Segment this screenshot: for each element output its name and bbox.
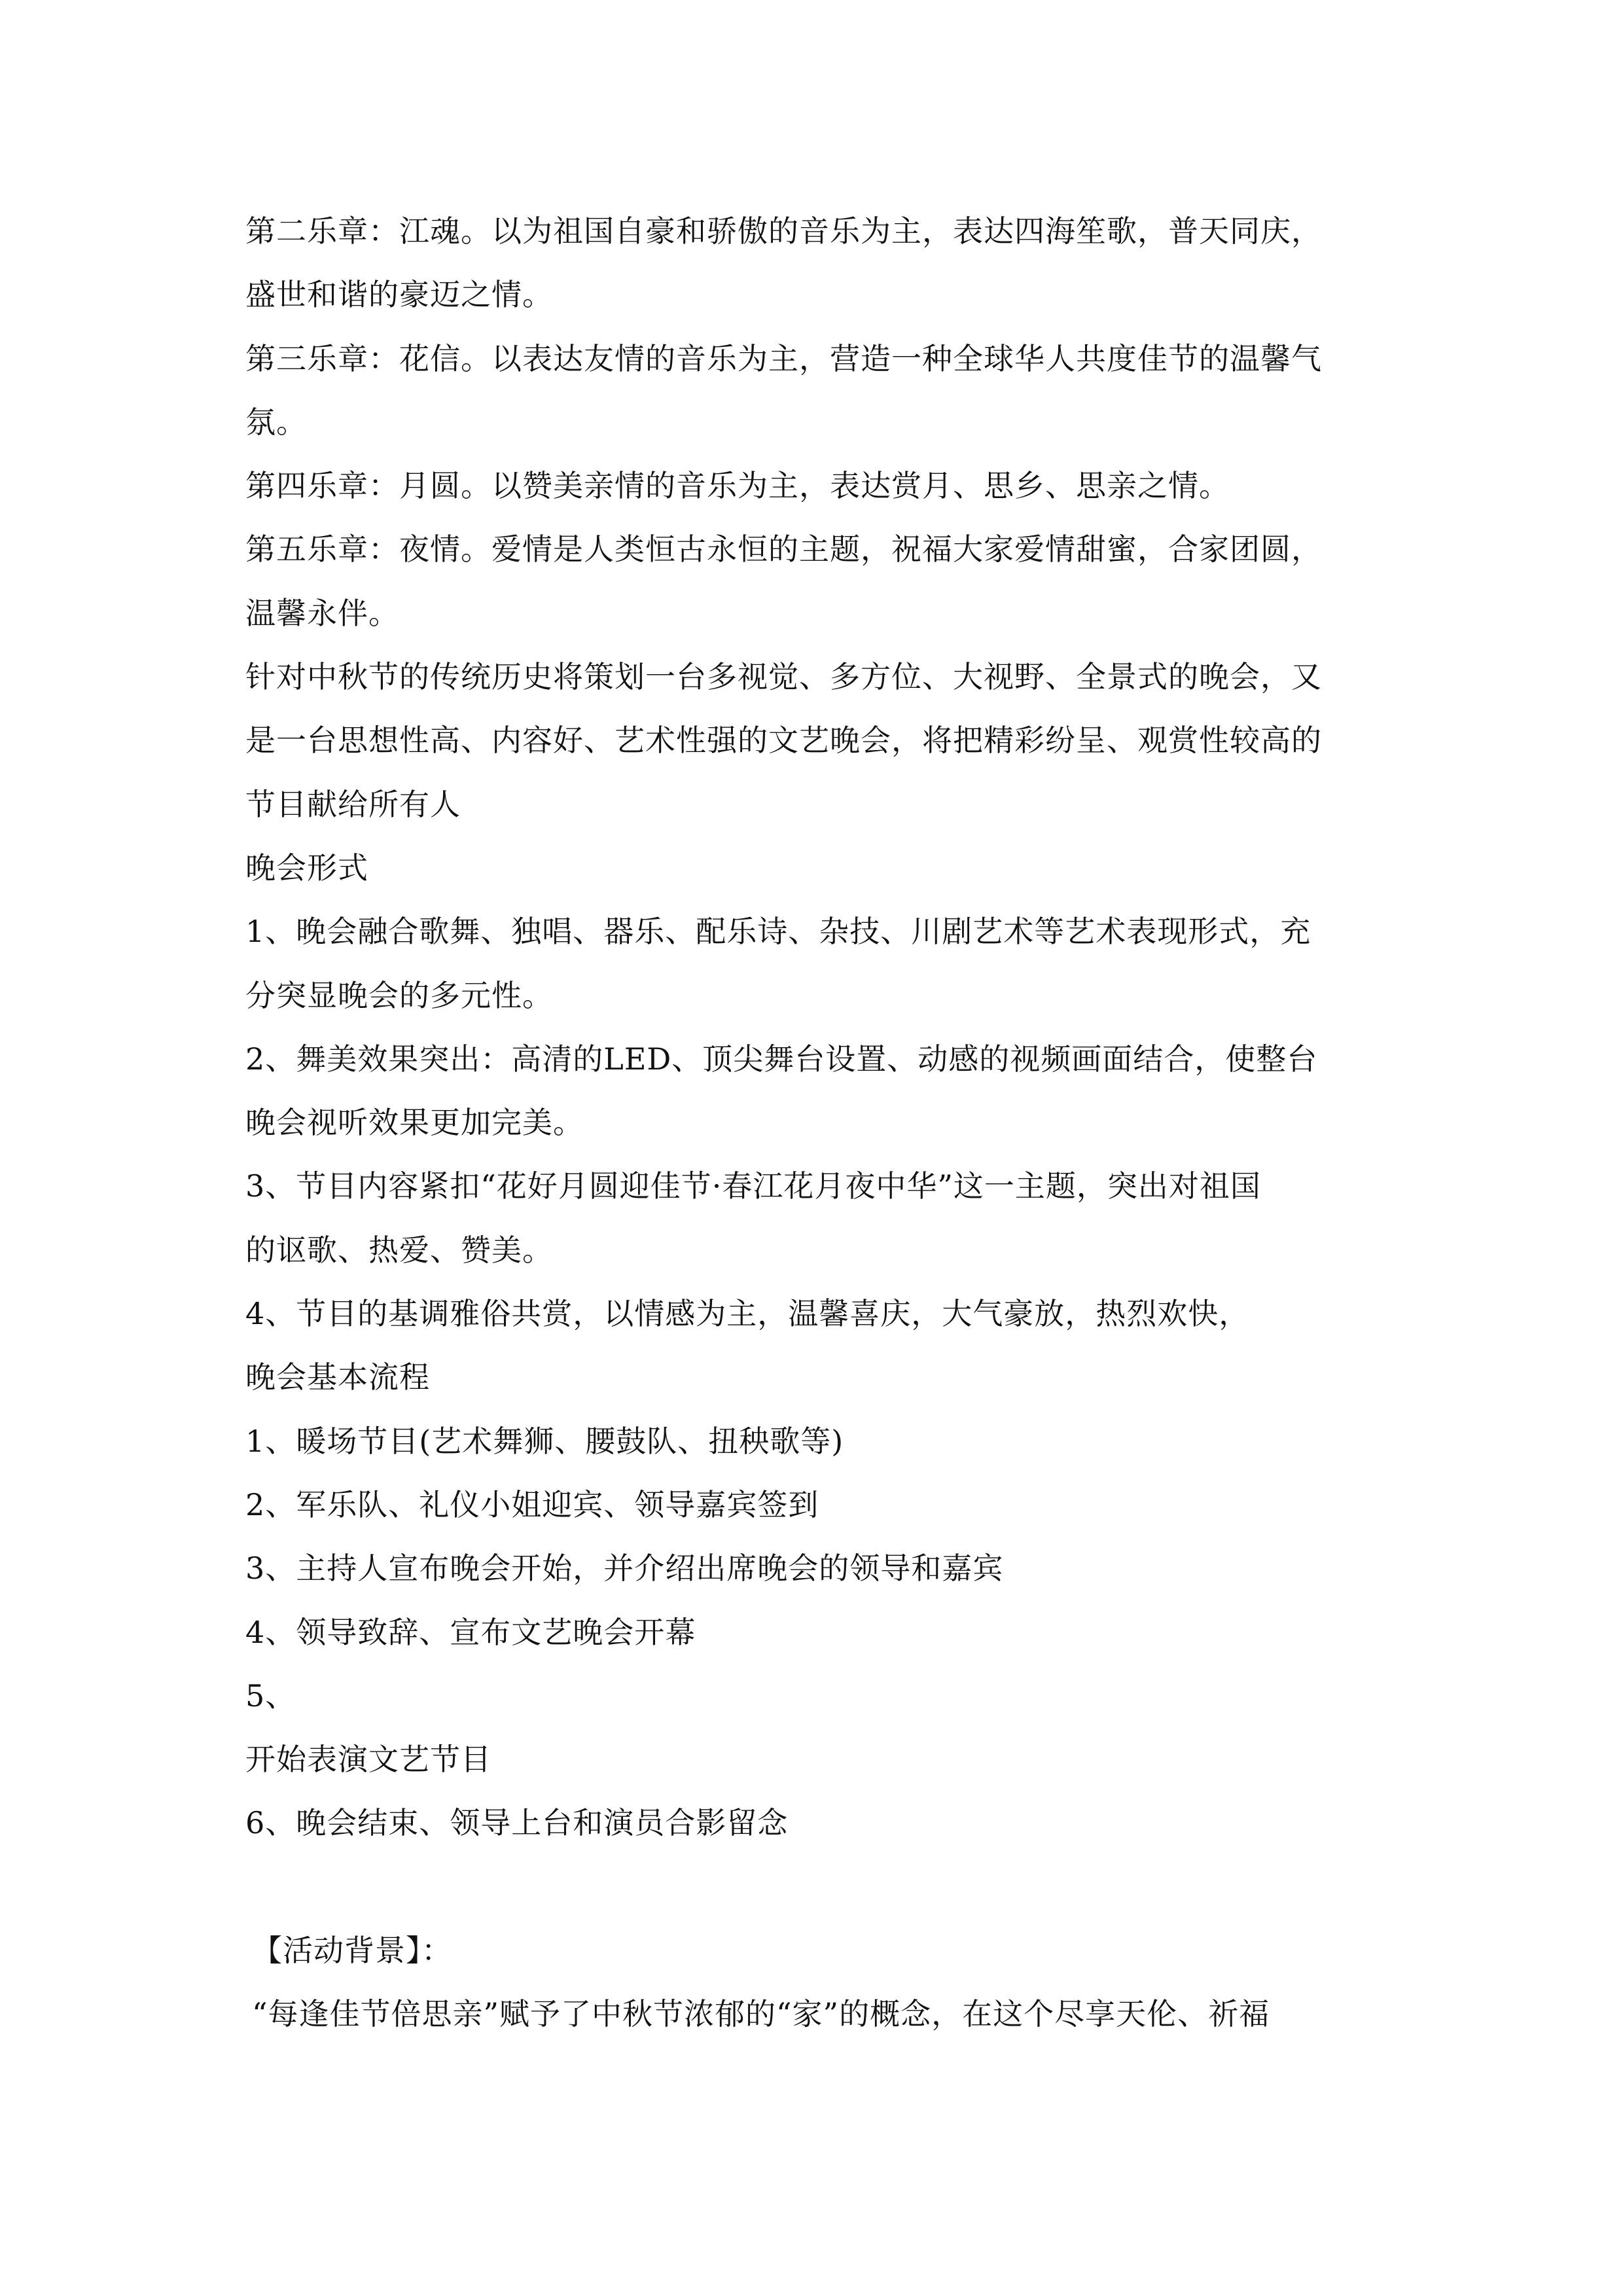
text-line: 是一台思想性高、内容好、艺术性强的文艺晚会，将把精彩纷呈、观赏性较高的: [245, 723, 1322, 759]
text-line: 开始表演文艺节目: [245, 1742, 491, 1778]
text-line: 第五乐章：夜情。爱情是人类恒古永恒的主题，祝福大家爱情甜蜜，合家团圆，: [245, 531, 1322, 567]
text-line: 针对中秋节的传统历史将策划一台多视觉、多方位、大视野、全景式的晚会，又: [245, 659, 1322, 695]
text-line: “每逢佳节倍思亲”赋予了中秋节浓郁的“家”的概念，在这个尽享天伦、祈福: [252, 1996, 1270, 2032]
text-line: 的讴歌、热爱、赞美。: [245, 1232, 553, 1268]
list-item: 3、主持人宣布晚会开始，并介绍出席晚会的领导和嘉宾: [245, 1551, 1004, 1587]
text-line: 第四乐章：月圆。以赞美亲情的音乐为主，表达赏月、思乡、思亲之情。: [245, 468, 1230, 504]
list-item: 4、领导致辞、宣布文艺晚会开幕: [245, 1614, 696, 1650]
text-line: 温馨永伴。: [245, 595, 399, 631]
list-item: 5、: [245, 1677, 296, 1713]
list-item: 6、晚会结束、领导上台和演员合影留念: [245, 1805, 789, 1841]
text-line: 3、节目内容紧扣“花好月圆迎佳节·春江花月夜中华”这一主题，突出对祖国: [245, 1168, 1261, 1204]
text-line: 节目献给所有人: [245, 786, 461, 822]
text-line: 分突显晚会的多元性。: [245, 977, 553, 1013]
text-line: 2、舞美效果突出：高清的LED、顶尖舞台设置、动感的视频画面结合，使整台: [245, 1041, 1318, 1077]
text-line: 氛。: [245, 404, 307, 440]
blank-line: [245, 1856, 1397, 1919]
list-item: 2、军乐队、礼仪小姐迎宾、领导嘉宾签到: [245, 1486, 819, 1522]
list-item: 1、暖场节目(艺术舞狮、腰鼓队、扭秧歌等): [245, 1423, 844, 1459]
text-line: 第二乐章：江魂。以为祖国自豪和骄傲的音乐为主，表达四海笙歌，普天同庆，: [245, 213, 1322, 249]
section-heading: 【活动背景】：: [252, 1933, 452, 1969]
document-body: [245, 200, 1397, 2047]
text-line: 1、晚会融合歌舞、独唱、器乐、配乐诗、杂技、川剧艺术等艺术表现形式，充: [245, 914, 1311, 950]
section-title: 晚会形式: [245, 850, 368, 886]
section-title: 晚会基本流程: [245, 1359, 430, 1395]
text-line: 4、节目的基调雅俗共赏，以情感为主，温馨喜庆，大气豪放，热烈欢快，: [245, 1296, 1250, 1332]
text-line: 第三乐章：花信。以表达友情的音乐为主，营造一种全球华人共度佳节的温馨气: [245, 340, 1322, 376]
text-line: 晚会视听效果更加完美。: [245, 1105, 584, 1141]
text-line: 盛世和谐的豪迈之情。: [245, 277, 553, 313]
